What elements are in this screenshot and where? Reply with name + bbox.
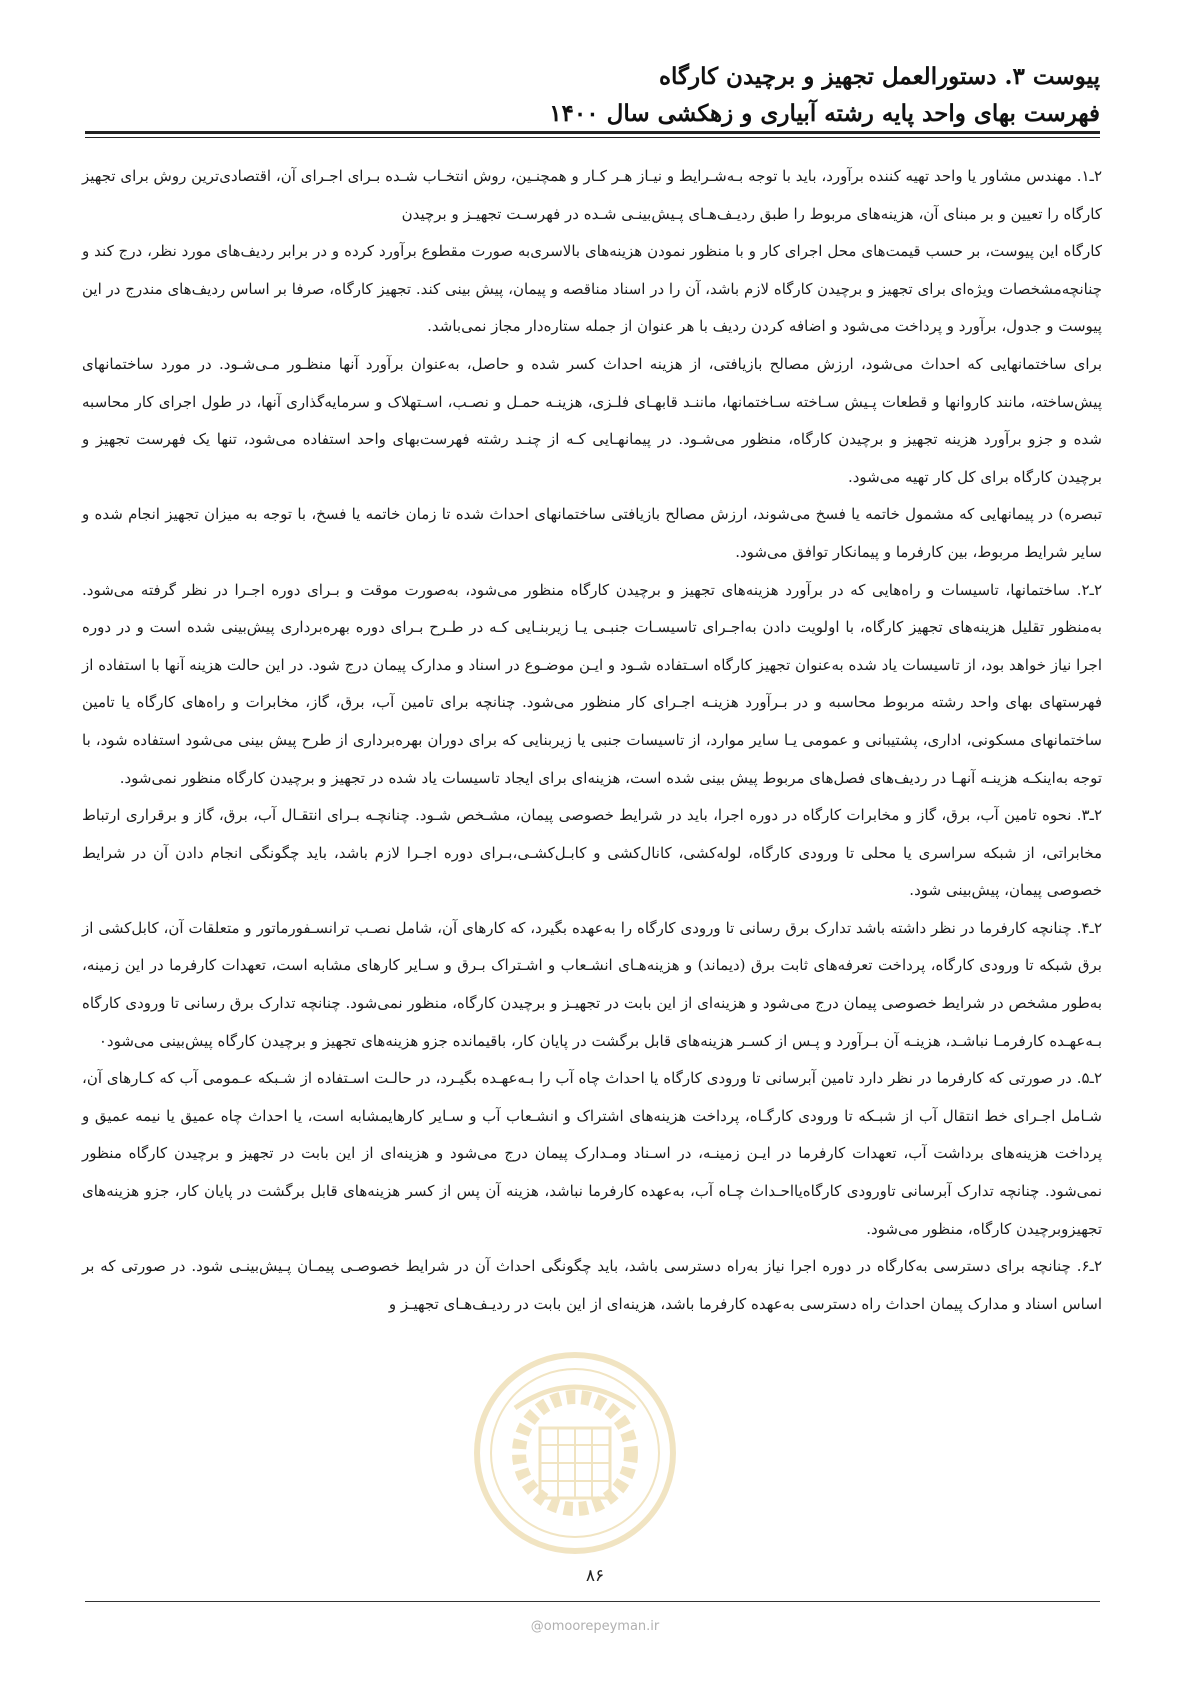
paragraph-2-4: ۲ـ۴. چنانچه کارفرما در نظر داشته باشد تدارک برق رسانی تا ورودی کارگاه را به‌عهده بگیرد، که کارهای آن، شامل نصـب ترانسـفورماتور و متعلقات آن، کابل‌کشی از برق شبکه تا ورودی کارگاه، پرداخت تعرفه‌های ثابت برق (دیماند) و هزینه‌هـای انشـعاب و اشـتراک بـرق و سـایر کارهای مشابه است، تعهدات کارفرما در این زمینه، به‌طور مشخص در شرایط خصوصی پیمان درج می‌شود و هزینه‌ای از این بابت در تجهیـز و برچیدن کارگاه، منظور نمی‌شود. چنانچه تدارک برق رسانی تا ورودی کارگاه بـه‌عهـده کارفرمـا نباشـد، هزینـه آن بـرآورد و پـس از کسـر هزینه‌های قابل برگشت در پایان کار، باقیمانده جزو هزینه‌های تجهیز و برچیدن کارگاه پیش‌بینی می‌شود۰ <box>82 918 1102 1050</box>
footer-divider <box>85 1601 1100 1602</box>
header-divider-thin <box>85 137 1100 138</box>
paragraph-2-6: ۲ـ۶. چنانچه برای دسترسی به‌کارگاه در دوره اجرا نیاز به‌راه دسترسی باشد، باید چگونگی احداث آن در شرایط خصوصـی پیمـان پـیش‌بینـی شود. در صورتی که بر اساس اسناد و مدارک پیمان احداث راه دسترسی به‌عهده کارفرما باشد، هزینه‌ای از این بابت در ردیـف‌هـای تجهیـز و <box>82 1257 1102 1313</box>
header-title-line1: پیوست ۳. دستورالعمل تجهیز و برچیدن کارگاه <box>658 63 1100 90</box>
paragraph-2-2: ۲ـ۲. ساختمانها، تاسیسات و راه‌هایی که در برآورد هزینه‌های تجهیز و برچیدن کارگاه منظور می‌شود، به‌صورت موقت و بـرای دوره اجـرا در نظر گرفته می‌شود. به‌منظور تقلیل هزینه‌های تجهیز کارگاه، با اولویت دادن به‌اجـرای تاسیسـات جنبـی یـا زیربنـایی کـه در طـرح بـرای دوره بهره‌برداری پیش‌بینی شده است و در دوره اجرا نیاز خواهد بود، از تاسیسات یاد شده به‌عنوان تجهیز کارگاه اسـتفاده شـود و ایـن موضـوع در اسناد و مدارک پیمان درج شود. در این حالت هزینه آنها با استفاده از فهرستهای بهای واحد رشته مربوط محاسبه و در بـرآورد هزینـه اجـرای کار منظور می‌شود. چنانچه برای تامین آب، برق، گاز، مخابرات و راه‌های کارگاه یا تامین ساختمانهای مسکونی، اداری، پشتیبانی و عمومی یـا سایر موارد، از تاسیسات جنبی یا زیربنایی که برای دوران بهره‌برداری از طرح پیش بینی می‌شود استفاده شود، با توجه به‌اینکـه هزینـه آنهـا در ردیف‌های فصل‌های مربوط پیش بینی شده است، هزینه‌ای برای ایجاد تاسیسات یاد شده در تجهیز و برچیدن کارگاه منظور نمی‌شود. <box>82 580 1102 787</box>
paragraph-2-1-continued: کارگاه این پیوست، بر حسب قیمت‌های محل اجرای کار و با منظور نمودن هزینه‌های بالاسری‌به صورت مقطوع برآورد کرده و در برابر ردیف‌های مورد نظر، درج کند و چنانچه‌مشخصات ویژه‌ای برای تجهیز و برچیدن کارگاه لازم باشد، آن را در اسناد مناقصه و پیمان، پیش بینی کند. تجهیز کارگاه، صرفا بر اساس ردیف‌های مندرج در این پیوست و جدول، برآورد و پرداخت می‌شود و اضافه کردن ردیف با هر عنوان از جمله ستاره‌دار مجاز نمی‌باشد. <box>82 242 1102 336</box>
watermark-seal-logo <box>470 1348 680 1558</box>
header-divider-thick <box>85 131 1100 134</box>
paragraph-note: تبصره) در پیمانهایی که مشمول خاتمه یا فسخ می‌شوند، ارزش مصالح بازیافتی ساختمانهای احداث شده تا زمان خاتمه یا فسخ، با توجه به میزان تجهیز انجام شده و سایر شرایط مربوط، بین کارفرما و پیمانکار توافق می‌شود. <box>82 505 1102 561</box>
footer-website-watermark: @omoorepeyman.ir <box>530 1619 660 1634</box>
page-header <box>95 58 1100 132</box>
page-number: ۸۶ <box>585 1566 605 1586</box>
header-title-line2: فهرست بهای واحد پایه رشته آبیاری و زهکشی سال ۱۴۰۰ <box>549 100 1100 127</box>
paragraph-2-3: ۲ـ۳. نحوه تامین آب، برق، گاز و مخابرات کارگاه در دوره اجرا، باید در شرایط خصوصی پیمان، مشـخص شـود. چنانچـه بـرای انتقـال آب، برق، گاز و برقراری ارتباط مخابراتی، از شبکه سراسری یا محلی تا ورودی کارگاه، لوله‌کشی، کانال‌کشی و کابـل‌کشـی،بـرای دوره اجـرا لازم باشد، باید چگونگی انجام دادن آن در شرایط خصوصی پیمان، پیش‌بینی شود. <box>82 806 1102 900</box>
paragraph-2-1: ۲ـ۱. مهندس مشاور یا واحد تهیه کننده برآورد، باید با توجه بـه‌شـرایط و نیـاز هـر کـار و همچنـین، روش انتخـاب شـده بـرای اجـرای آن، اقتصادی‌ترین روش برای تجهیز کارگاه را تعیین و بر مبنای آن، هزینه‌های مربوط را طبق ردیـف‌هـای پـیش‌بینـی شـده در فهرسـت تجهیـز و برچیدن <box>82 167 1102 223</box>
document-body <box>82 158 1102 1323</box>
paragraph-2-5: ۲ـ۵. در صورتی که کارفرما در نظر دارد تامین آبرسانی تا ورودی کارگاه یا احداث چاه آب را بـه‌عهـده بگیـرد، در حالـت اسـتفاده از شـبکه عـمومی آب که کـارهای آن، شـامل اجـرای خط انتقال آب از شبـکه تا ورودی کارگـاه، پرداخت هزینه‌های اشتراک و انشـعاب آب و سـایر کارهایمشابه است، یا احداث چاه عمیق یا نیمه عمیق و پرداخت هزینه‌های برداشت آب، تعهدات کارفرما در ایـن زمینـه، در اسـناد ومـدارک پیمان درج می‌شود و هزینه‌ای از این بابت در تجهیز و برچیدن کارگاه منظور نمی‌شود. چنانچه تدارک آبرسانی تاورودی کارگاه‌یااحـداث چـاه آب، به‌عهده کارفرما نباشد، هزینه آن پس از کسر هزینه‌های قابل برگشت در پایان کار، جزو هزینه‌های تجهیزوبرچیدن کارگاه، منظور می‌شود. <box>82 1069 1102 1238</box>
paragraph-structures: برای ساختمانهایی که احداث می‌شود، ارزش مصالح بازیافتی، از هزینه احداث کسر شده و حاصل، به‌عنوان برآورد آنها منظـور مـی‌شـود. در مورد ساختمانهای پیش‌ساخته، مانند کاروانها و قطعات پـیش سـاخته سـاختمانها، ماننـد قابهـای فلـزی، هزینـه حمـل و نصـب، اسـتهلاک و سرمایه‌گذاری آنها، در طول اجرای کار محاسبه شده و جزو برآورد هزینه تجهیز و برچیدن کارگاه، منظور می‌شـود. در پیمانهـایی کـه از چنـد رشته فهرست‌بهای واحد استفاده می‌شود، تنها یک فهرست تجهیز و برچیدن کارگاه برای کل کار تهیه می‌شود. <box>82 354 1102 486</box>
